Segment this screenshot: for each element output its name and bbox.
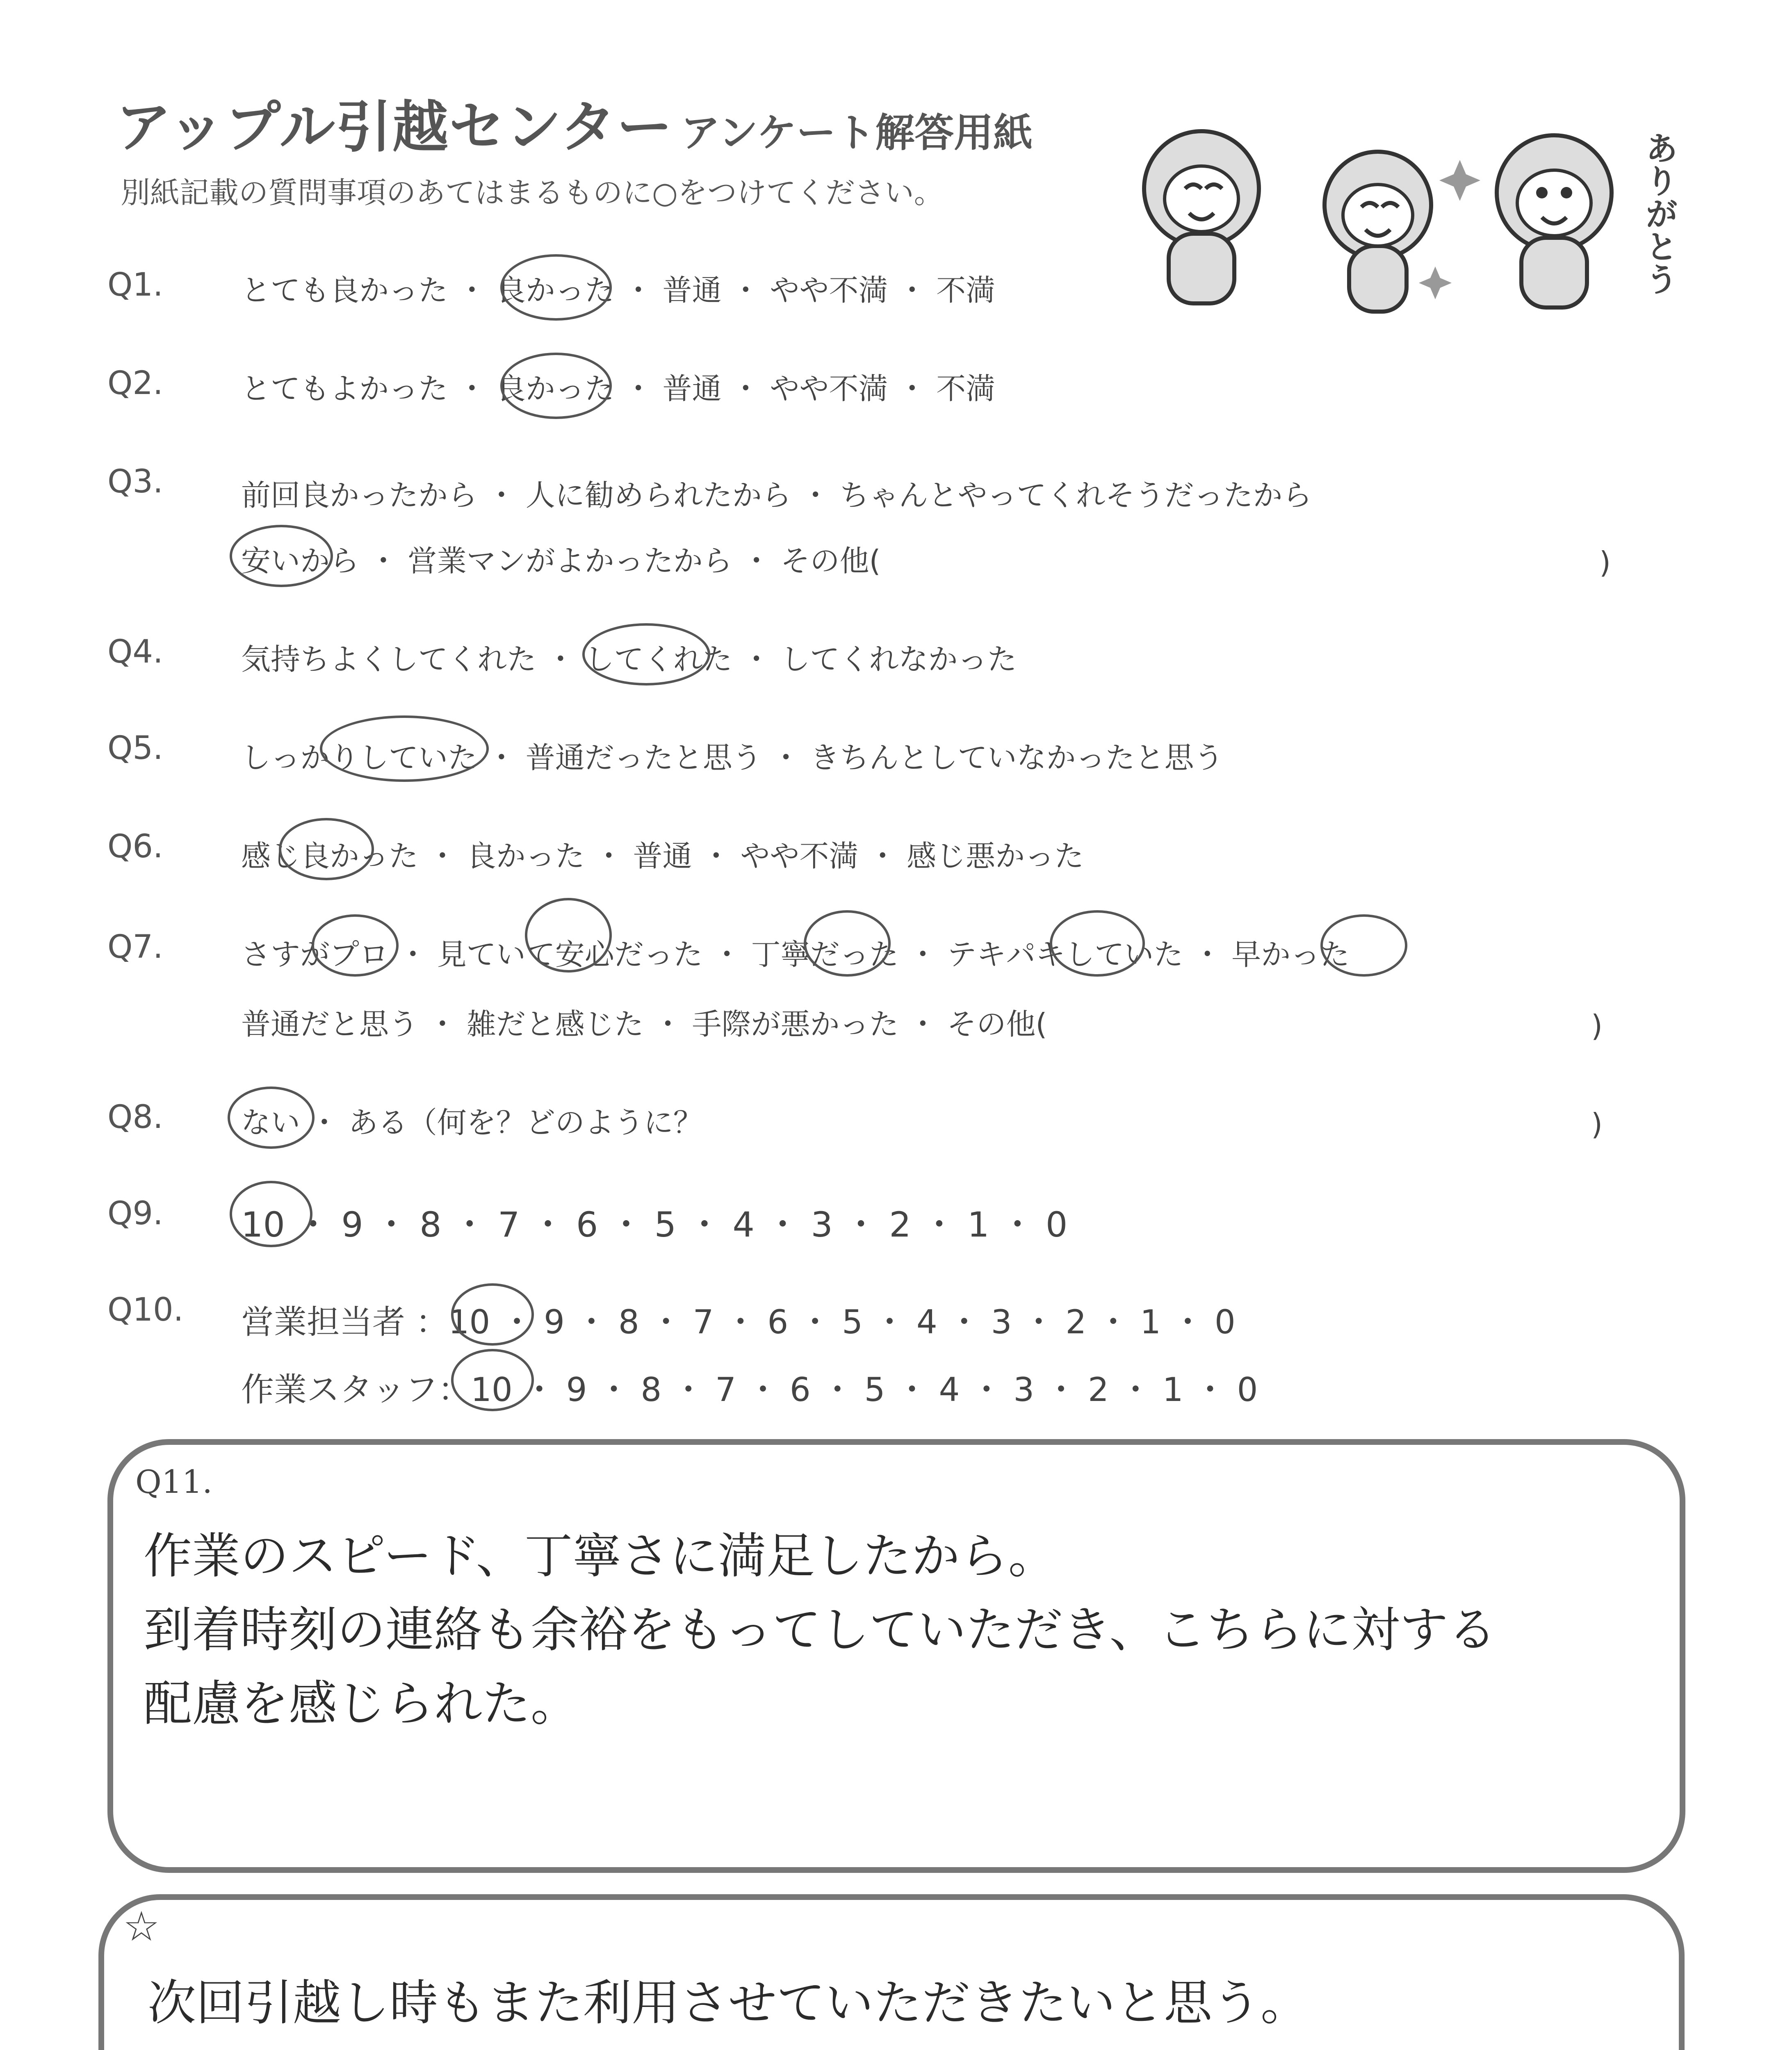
q6-answer-circle <box>279 818 374 880</box>
q3-number: Q3. <box>107 463 163 500</box>
q1-options: とても良かった ・ 良かった ・ 普通 ・ やや不満 ・ 不満 <box>241 273 996 308</box>
q7-answer-circle-1 <box>312 914 399 977</box>
q4-number: Q4. <box>107 633 163 670</box>
q11-answer-line1: 作業のスピード、丁寧さに満足したから。 <box>144 1528 1057 1584</box>
q3-answer-circle <box>230 525 333 587</box>
q5-number: Q5. <box>107 730 163 767</box>
q10-staff-answer-circle <box>451 1349 534 1411</box>
q9-scale: 10 ・ 9 ・ 8 ・ 7 ・ 6 ・ 5 ・ 4 ・ 3 ・ 2 ・ 1 ・ 0 <box>241 1205 1068 1245</box>
q3-options-line1: 前回良かったから ・ 人に勧められたから ・ ちゃんとやってくれそうだったから <box>241 478 1312 512</box>
q11-label: Q11. <box>135 1464 212 1501</box>
q10-number: Q10. <box>107 1292 184 1328</box>
q1-number: Q1. <box>107 266 163 303</box>
q8-answer-circle <box>228 1086 315 1149</box>
q7-answer-circle-4 <box>1050 910 1145 977</box>
q5-answer-circle <box>320 715 489 782</box>
q2-answer-circle <box>500 353 612 419</box>
q11-answer-line3: 配慮を感じられた。 <box>144 1675 579 1732</box>
q6-options: 感じ良かった ・ 良かった ・ 普通 ・ やや不満 ・ 感じ悪かった <box>241 839 1084 873</box>
mascot-caption: ありがとう <box>1640 131 1678 295</box>
q8-close: ) <box>1591 1107 1603 1141</box>
form-subtitle: アンケート解答用紙 <box>681 110 1033 156</box>
q2-options: とてもよかった ・ 良かった ・ 普通 ・ やや不満 ・ 不満 <box>241 371 996 406</box>
q7-options-line1: さすがプロ ・ 見ていて安心だった ・ 丁寧だった ・ テキパキしていた ・ 早かった <box>241 937 1350 972</box>
instruction-text: 別紙記載の質問事項のあてはまるものに○をつけてください。 <box>121 175 944 210</box>
monkey-mascots-icon <box>1107 111 1702 324</box>
q7-other-close: ) <box>1591 1009 1603 1043</box>
q6-number: Q6. <box>107 828 163 865</box>
q4-options: 気持ちよくしてくれた ・ してくれた ・ してくれなかった <box>241 642 1017 676</box>
q3-other-close: ) <box>1599 545 1611 580</box>
comment-line1: 次回引越し時もまた利用させていただきたいと思う。 <box>148 1975 1309 2031</box>
comment-line2 <box>115 2042 1488 2050</box>
q7-options-line2: 普通だと思う ・ 雑だと感じた ・ 手際が悪かった ・ その他( <box>241 1007 1047 1041</box>
company-title: アップル引越センター <box>116 95 673 160</box>
q3-options-line2: 安いから ・ 営業マンがよかったから ・ その他( <box>241 544 881 578</box>
mascot-illustration <box>1107 111 1702 324</box>
q7-number: Q7. <box>107 929 163 966</box>
q8-options: ない ・ ある（何を？どのように？ <box>241 1105 703 1140</box>
q5-options: しっかりしていた ・ 普通だったと思う ・ きちんとしていなかったと思う <box>241 740 1224 775</box>
q10-staff-scale: 作業スタッフ：10 ・ 9 ・ 8 ・ 7 ・ 6 ・ 5 ・ 4 ・ 3 ・ 2 ・ 1 ・ 0 <box>241 1371 1258 1409</box>
q10-sales-answer-circle <box>451 1283 534 1346</box>
q2-number: Q2. <box>107 365 163 402</box>
q8-number: Q8. <box>107 1099 163 1136</box>
q7-answer-circle-3 <box>804 910 891 977</box>
q7-answer-circle-2 <box>525 898 612 973</box>
q11-answer-line2: 到着時刻の連絡も余裕をもってしていただき、こちらに対する <box>144 1601 1497 1658</box>
q1-answer-circle <box>500 254 612 321</box>
q9-number: Q9. <box>107 1195 163 1232</box>
q9-answer-circle <box>230 1181 312 1247</box>
star-marker: ☆ <box>123 1902 160 1950</box>
q10-sales-scale: 営業担当者 ：10 ・ 9 ・ 8 ・ 7 ・ 6 ・ 5 ・ 4 ・ 3 ・ 2 ・ 1 ・ 0 <box>241 1303 1236 1341</box>
q4-answer-circle <box>582 623 710 686</box>
q7-answer-circle-5 <box>1320 914 1407 977</box>
